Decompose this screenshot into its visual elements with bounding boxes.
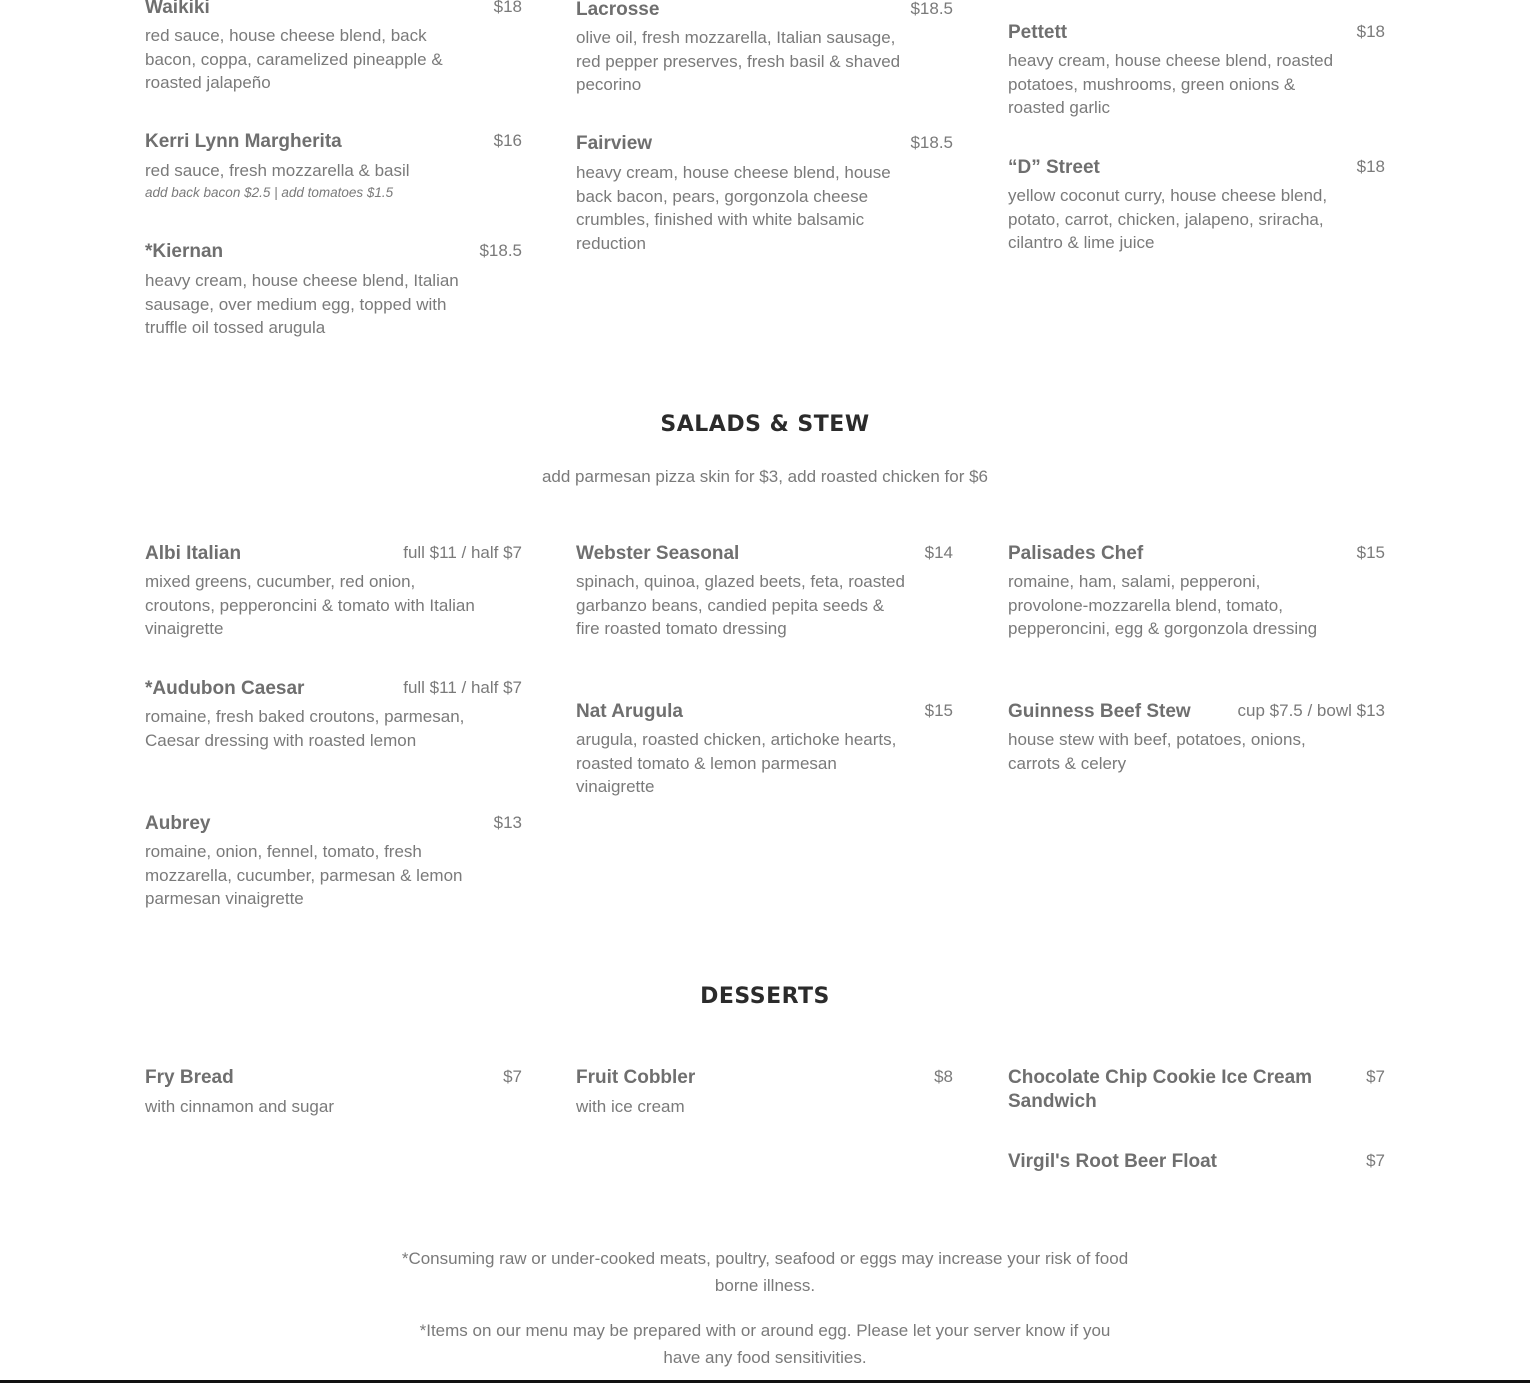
section-subtitle-salads: add parmesan pizza skin for $3, add roasted chicken for $6 (541, 467, 989, 486)
item-price: $13 (493, 813, 522, 832)
item-name: Nat Arugula (576, 701, 683, 722)
item-name: Palisades Chef (1008, 543, 1144, 564)
item-price: full $11 / half $7 (403, 543, 522, 562)
item-name: *Audubon Caesar (145, 678, 305, 699)
item-name: *Kiernan (145, 241, 224, 262)
item-description: red sauce, fresh mozzarella & basil (145, 161, 410, 180)
item-description: spinach, quinoa, glazed beets, feta, roasted garbanzo beans, candied pepita seeds & fire roasted tomato dressing (576, 572, 905, 638)
item-addon-note: add back bacon $2.5 | add tomatoes $1.5 (145, 185, 394, 200)
item-price: $16 (493, 131, 522, 150)
menu-item-d-street (1008, 156, 1385, 256)
item-name: Virgil's Root Beer Float (1008, 1151, 1217, 1172)
item-description: house stew with beef, potatoes, onions, carrots & celery (1008, 730, 1306, 773)
item-description: heavy cream, house cheese blend, Italian sausage, over medium egg, topped with truffle oil tossed arugula (145, 271, 459, 337)
item-name: Pettett (1008, 22, 1068, 43)
section-title-desserts: DESSERTS (700, 984, 830, 1009)
menu-item-fruit-cobbler (576, 1066, 953, 1126)
item-name: Guinness Beef Stew (1008, 701, 1191, 722)
item-description: yellow coconut curry, house cheese blend, potato, carrot, chicken, jalapeno, sriracha, cilantro & lime juice (1008, 186, 1328, 252)
item-description: arugula, roasted chicken, artichoke hearts, roasted tomato & lemon parmesan vinaigrette (576, 730, 897, 796)
menu-item-palisades-chef (1008, 542, 1385, 667)
footnote-egg-allergy-warning: *Items on our menu may be prepared with or around egg. Please let your server know if you have any food sensitivities. (419, 1321, 1111, 1367)
menu-item-cookie-ice-cream-sandwich (1008, 1066, 1385, 1116)
item-name: Waikiki (145, 0, 210, 18)
item-price: $7 (503, 1067, 522, 1086)
menu-item-audubon-caesar (145, 677, 522, 777)
item-price: $8 (934, 1067, 953, 1086)
menu-item-kiernan (145, 240, 522, 340)
item-description: mixed greens, cucumber, red onion, croutons, pepperoncini & tomato with Italian vinaigrette (145, 572, 475, 638)
item-name: Lacrosse (576, 0, 660, 20)
item-name: Fruit Cobbler (576, 1067, 696, 1088)
item-price: $18 (1356, 157, 1385, 176)
item-description: olive oil, fresh mozzarella, Italian sausage, red pepper preserves, fresh basil & shaved pecorino (576, 28, 901, 94)
item-price: $15 (924, 701, 953, 720)
menu-item-fairview (576, 132, 953, 257)
menu-item-albi-italian (145, 542, 522, 642)
footnote-raw-food-warning: *Consuming raw or under-cooked meats, poultry, seafood or eggs may increase your risk of food borne illness. (401, 1249, 1129, 1295)
item-price: cup $7.5 / bowl $13 (1237, 701, 1385, 720)
menu-item-guinness-beef-stew (1008, 700, 1385, 780)
section-title-salads-stew: SALADS & STEW (660, 412, 870, 437)
item-name: Fairview (576, 133, 653, 154)
item-description: romaine, onion, fennel, tomato, fresh mozzarella, cucumber, parmesan & lemon parmesan vinaigrette (145, 842, 463, 908)
menu-item-waikiki (145, 0, 522, 96)
item-description: red sauce, house cheese blend, back bacon, coppa, caramelized pineapple & roasted jalapeño (145, 26, 443, 92)
item-price: $7 (1366, 1067, 1385, 1086)
item-description: with cinnamon and sugar (145, 1097, 335, 1116)
item-name: Aubrey (145, 813, 211, 834)
menu-item-kerri-lynn-margherita (145, 130, 522, 210)
item-price: $18.5 (910, 133, 953, 152)
item-name: Albi Italian (145, 543, 242, 564)
item-description: with ice cream (576, 1097, 685, 1116)
item-name: Fry Bread (145, 1067, 234, 1088)
item-name: Kerri Lynn Margherita (145, 131, 342, 152)
item-price: full $11 / half $7 (403, 678, 522, 697)
menu-item-fry-bread (145, 1066, 522, 1126)
item-price: $14 (924, 543, 953, 562)
item-name: Chocolate Chip Cookie Ice Cream Sandwich (1008, 1067, 1313, 1112)
item-description: heavy cream, house cheese blend, roasted potatoes, mushrooms, green onions & roasted garlic (1008, 51, 1334, 117)
menu-item-pettett (1008, 21, 1385, 121)
item-name: Webster Seasonal (576, 543, 740, 564)
menu-item-aubrey (145, 812, 522, 912)
item-price: $18 (1356, 22, 1385, 41)
menu-item-nat-arugula (576, 700, 953, 800)
item-name: “D” Street (1008, 157, 1100, 178)
item-price: $7 (1366, 1151, 1385, 1170)
item-price: $18 (493, 0, 522, 16)
item-price: $15 (1356, 543, 1385, 562)
menu-item-root-beer-float (1008, 1150, 1385, 1180)
menu-item-webster-seasonal (576, 542, 953, 667)
item-description: romaine, ham, salami, pepperoni, provolone-mozzarella blend, tomato, pepperoncini, egg & gorgonzola dressing (1008, 572, 1318, 638)
item-description: romaine, fresh baked croutons, parmesan, Caesar dressing with roasted lemon (145, 707, 465, 750)
item-description: heavy cream, house cheese blend, house back bacon, pears, gorgonzola cheese crumbles, finished with white balsamic reduction (576, 163, 891, 253)
item-price: $18.5 (479, 241, 522, 260)
item-price: $18.5 (910, 0, 953, 18)
menu-item-lacrosse (576, 0, 953, 98)
